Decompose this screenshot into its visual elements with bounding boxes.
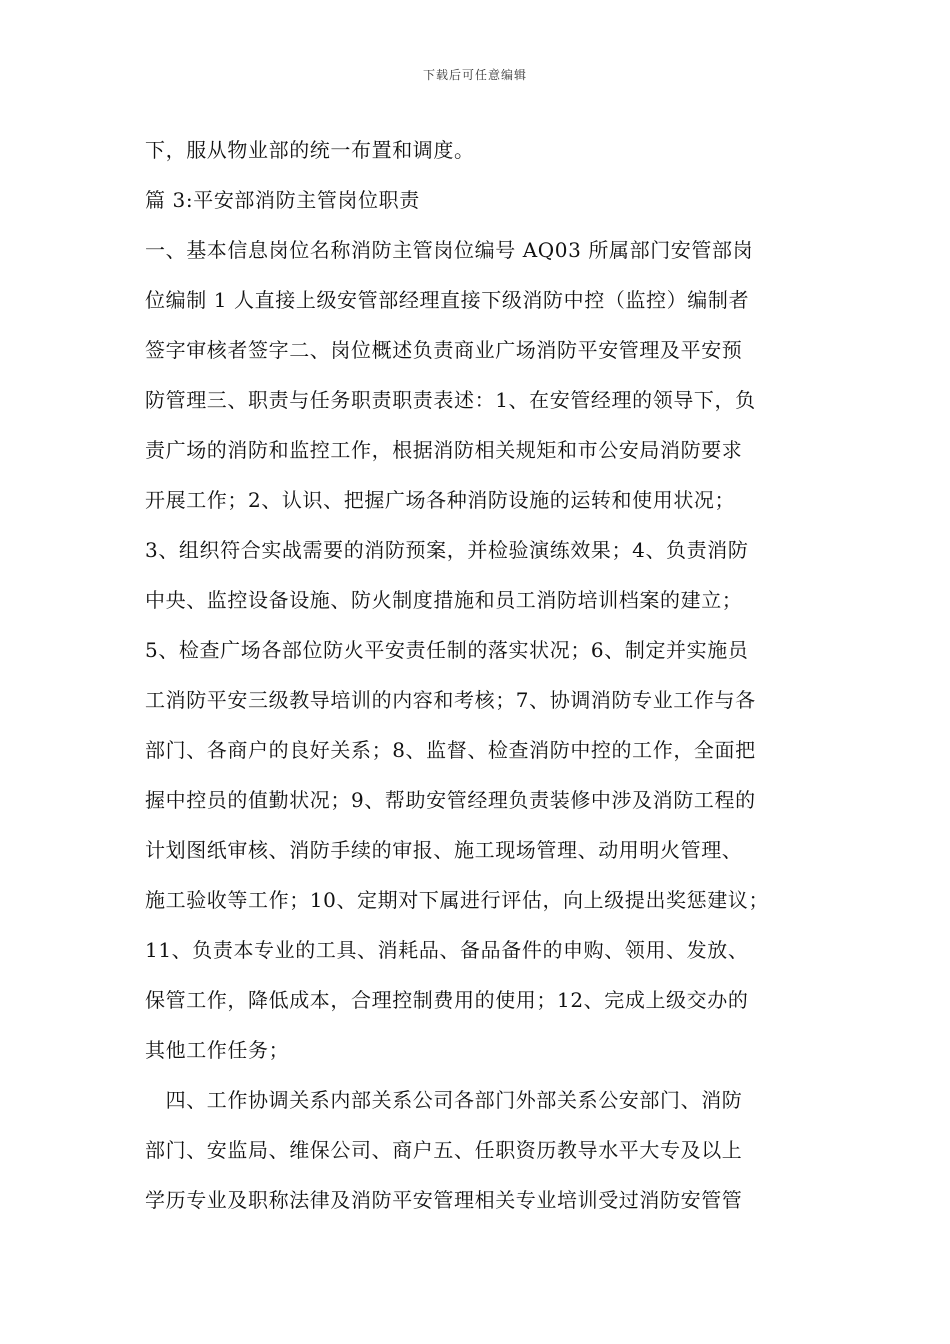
- text-line-4: 位编制 1 人直接上级安管部经理直接下级消防中控（监控）编制者: [145, 288, 750, 312]
- text-line-1: 下，服从物业部的统一布置和调度。: [145, 138, 475, 162]
- text-line-11: 5、检查广场各部位防火平安责任制的落实状况；6、制定并实施员: [145, 638, 749, 662]
- text-line-8: 开展工作；2、认识、把握广场各种消防设施的运转和使用状况；: [145, 488, 736, 512]
- text-line-18: 保管工作，降低成本，合理控制费用的使用；12、完成上级交办的: [145, 988, 749, 1012]
- text-line-20: 四、工作协调关系内部关系公司各部门外部关系公安部门、消防: [145, 1088, 743, 1112]
- text-line-10: 中央、监控设备设施、防火制度措施和员工消防培训档案的建立；: [145, 588, 743, 612]
- text-line-21: 部门、安监局、维保公司、商户五、任职资历教导水平大专及以上: [145, 1138, 743, 1162]
- text-line-9: 3、组织符合实战需要的消防预案，并检验演练效果；4、负责消防: [145, 538, 749, 562]
- text-line-22: 学历专业及职称法律及消防平安管理相关专业培训受过消防安管管: [145, 1188, 743, 1212]
- text-line-3: 一、基本信息岗位名称消防主管岗位编号 AQ03 所属部门安管部岗: [145, 238, 754, 262]
- text-line-6: 防管理三、职责与任务职责职责表述：1、在安管经理的领导下，负: [145, 388, 756, 412]
- text-line-14: 握中控员的值勤状况；9、帮助安管经理负责装修中涉及消防工程的: [145, 788, 756, 812]
- text-line-7: 责广场的消防和监控工作，根据消防相关规矩和市公安局消防要求: [145, 438, 743, 462]
- text-line-17: 11、负责本专业的工具、消耗品、备品备件的申购、领用、发放、: [145, 938, 749, 962]
- text-line-12: 工消防平安三级教导培训的内容和考核；7、协调消防专业工作与各: [145, 688, 756, 712]
- text-line-16: 施工验收等工作；10、定期对下属进行评估，向上级提出奖惩建议；: [145, 888, 770, 912]
- text-line-15: 计划图纸审核、消防手续的审报、施工现场管理、动用明火管理、: [145, 838, 743, 862]
- text-line-13: 部门、各商户的良好关系；8、监督、检查消防中控的工作，全面把: [145, 738, 756, 762]
- section-heading: 篇 3:平安部消防主管岗位职责: [145, 188, 420, 212]
- text-line-19: 其他工作任务；: [145, 1038, 290, 1062]
- page-header: 下载后可任意编辑: [422, 68, 527, 82]
- text-line-5: 签字审核者签字二、岗位概述负责商业广场消防平安管理及平安预: [145, 338, 743, 362]
